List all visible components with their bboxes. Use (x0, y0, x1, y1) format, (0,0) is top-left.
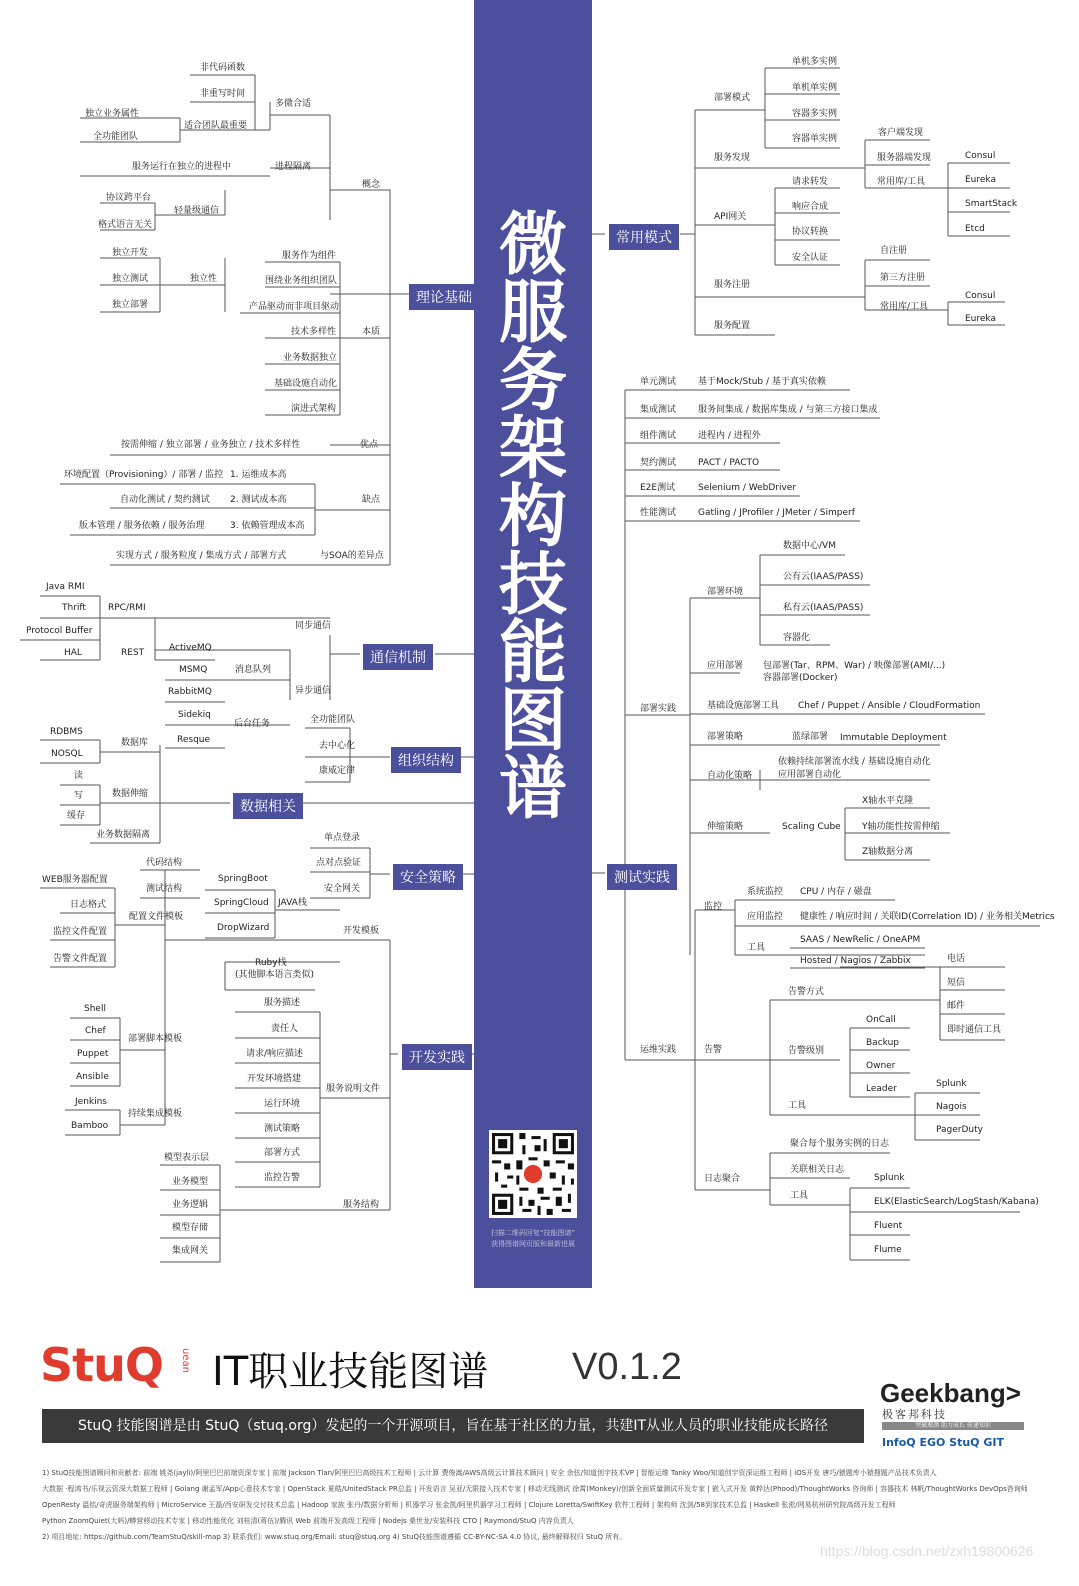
watermark: https://blog.csdn.net/zxh19800626 (820, 1543, 1034, 1559)
branch-dev: 开发实践 (402, 1044, 472, 1070)
footer-banner: StuQ 技能图谱是由 StuQ（stuq.org）发起的一个开源项目，旨在基于社区的力量，共建IT从业人员的职业技能成长路径 (42, 1409, 864, 1443)
node: RPC/RMI (108, 603, 146, 613)
node: 缓存 (67, 811, 86, 821)
node: 本质 (362, 327, 381, 337)
node: 全功能团队 (310, 715, 356, 725)
title-char: 技 (498, 546, 567, 625)
node: Chef (85, 1026, 106, 1036)
node: 部署方式 (264, 1148, 301, 1158)
node: 安全认证 (792, 253, 829, 263)
node: 康威定律 (319, 766, 356, 776)
node: 独立部署 (112, 300, 149, 310)
node: 集成网关 (172, 1246, 209, 1256)
node: 服务结构 (343, 1200, 380, 1210)
node: 关联相关日志 (790, 1165, 845, 1175)
node: 单元测试 (640, 377, 677, 387)
node: 容器单实例 (792, 134, 838, 144)
node: 围绕业务组织团队 (265, 276, 338, 286)
geekbang-logo: Geekbang> (880, 1378, 1021, 1408)
branch-data: 数据相关 (233, 793, 303, 819)
node: 告警 (704, 1045, 723, 1055)
node: 服务间集成 / 数据库集成 / 与第三方接口集成 (698, 405, 878, 415)
node: 模型存储 (172, 1223, 209, 1233)
node: 优点 (360, 440, 379, 450)
node: 业务数据隔离 (96, 830, 151, 840)
node: 开发模板 (343, 926, 380, 936)
node: Z轴数据分离 (862, 847, 914, 857)
node: 服务描述 (264, 998, 301, 1008)
node: API网关 (714, 212, 747, 222)
node: CPU / 内存 / 磁盘 (800, 887, 872, 897)
node: 轻量级通信 (174, 206, 220, 216)
node: 环境配置（Provisioning）/ 部署 / 监控 (64, 470, 224, 480)
node: HAL (64, 648, 82, 658)
node: ELK(ElasticSearch/LogStash/Kabana) (874, 1197, 1039, 1207)
node: 测试结构 (146, 884, 183, 894)
node: JAVA栈 (278, 898, 307, 908)
node: 自注册 (880, 246, 908, 256)
node: SpringCloud (214, 898, 269, 908)
node: 自动化策略 (707, 771, 753, 781)
node: 部署脚本模板 (128, 1034, 183, 1044)
node: 伸缩策略 (707, 822, 744, 832)
node: 组件测试 (640, 431, 677, 441)
node: 安全网关 (324, 884, 361, 894)
node: Resque (177, 735, 211, 745)
node: Selenium / WebDriver (698, 483, 797, 493)
node: 告警文件配置 (53, 954, 108, 964)
geekbang-sub: 极客邦科技 (882, 1408, 947, 1421)
node: Protocol Buffer (26, 626, 93, 636)
node: 业务逻辑 (172, 1200, 209, 1210)
node: 3. 依赖管理成本高 (230, 521, 305, 531)
node: 监控告警 (264, 1173, 301, 1183)
node: 系统监控 (747, 887, 784, 897)
qr-caption-line: 扫描二维码回复“技能图谱” (490, 1229, 576, 1237)
node: 日志格式 (70, 900, 107, 910)
node: 后台任务 (234, 719, 271, 729)
node: 容器化 (783, 633, 811, 643)
node: Splunk (874, 1173, 905, 1183)
node: 服务注册 (714, 280, 751, 290)
node: RabbitMQ (168, 687, 212, 697)
credit-line: Python ZoomQuiet(大妈)/蟒营移动技术专家 | 移动性能优化 刘桂清(蒋伍)/腾讯 Web 前端开发高级工程师 | Nodejs 桑世龙/安装科技 CTO | Raymond/StuQ 内容负责人 (42, 1517, 574, 1525)
node: 请求/响应描述 (246, 1049, 304, 1059)
node: 适合团队最重要 (184, 121, 248, 131)
node: 容器多实例 (792, 109, 838, 119)
branch-org: 组织结构 (391, 747, 461, 773)
qr-code-icon[interactable] (489, 1130, 577, 1218)
node: 短信 (947, 978, 966, 988)
node: 监控 (704, 902, 723, 912)
node: 按需伸缩 / 独立部署 / 业务独立 / 技术多样性 (121, 440, 301, 450)
node: 单点登录 (324, 833, 361, 843)
title-char: 服 (498, 274, 567, 353)
node: 独立性 (190, 274, 218, 284)
node: 工具 (788, 1101, 807, 1111)
node: 演进式架构 (291, 404, 337, 414)
node: Consul (965, 151, 996, 161)
node: 自动化测试 / 契约测试 (120, 495, 210, 505)
node: 独立开发 (112, 248, 149, 258)
footer-title: IT职业技能图谱 (212, 1349, 489, 1395)
node: 服务说明文件 (326, 1084, 381, 1094)
node: 工具 (747, 943, 766, 953)
node: WEB服务器配置 (42, 875, 108, 885)
node: MSMQ (179, 665, 208, 675)
node: 部署策略 (707, 732, 744, 742)
node: 集成测试 (640, 405, 677, 415)
node: 技术多样性 (291, 327, 337, 337)
title-char: 能 (498, 614, 567, 693)
node: 单机单实例 (792, 83, 838, 93)
node: 2. 测试成本高 (230, 495, 287, 505)
node: 1. 运维成本高 (230, 470, 287, 480)
branch-test: 测试实践 (607, 864, 677, 890)
node: 版本管理 / 服务依赖 / 服务治理 (79, 521, 205, 531)
node: 服务配置 (714, 321, 751, 331)
node: Chef / Puppet / Ansible / CloudFormation (798, 701, 981, 711)
node: PACT / PACTO (698, 458, 760, 468)
node: Ruby栈 (255, 958, 287, 968)
node: 运行环境 (264, 1099, 301, 1109)
node: 契约测试 (640, 458, 677, 468)
node: 服务发现 (714, 153, 751, 163)
node: 读 (74, 771, 84, 781)
node: 独立业务属性 (85, 109, 140, 119)
node: X轴水平克隆 (862, 796, 914, 806)
node: 邮件 (947, 1001, 966, 1011)
title-char: 谱 (498, 750, 567, 829)
node: 私有云(IAAS/PASS) (783, 603, 864, 613)
node: 配置文件模板 (129, 912, 184, 922)
node: 包部署(Tar、RPM、War) / 映像部署(AMI/...) (763, 661, 946, 671)
node: 概念 (362, 180, 381, 190)
geekbang-slogan: 突破瓶颈 助力成长 传递知识 (882, 1422, 1024, 1430)
node: SpringBoot (218, 874, 268, 884)
node: 缺点 (362, 495, 381, 505)
node: Java RMI (46, 582, 85, 592)
footer-version: V0.1.2 (572, 1346, 682, 1388)
node: 常用库/工具 (880, 302, 929, 312)
node: Leader (866, 1084, 897, 1094)
node: 持续集成模板 (128, 1109, 183, 1119)
node: Consul (965, 291, 996, 301)
node: Backup (866, 1038, 899, 1048)
node: REST (121, 648, 145, 658)
node: 进程内 / 进程外 (698, 431, 761, 441)
node: 服务运行在独立的进程中 (132, 162, 232, 172)
node: SmartStack (965, 199, 1018, 209)
node: 全功能团队 (93, 132, 139, 142)
node: 健康性 / 响应时间 / 关联ID(Correlation ID) / 业务相关Metrics (800, 912, 1055, 922)
node: 容器部署(Docker) (763, 673, 838, 683)
stuq-logo-sub: uean (180, 1348, 191, 1373)
node: Sidekiq (178, 710, 211, 720)
node: 协议跨平台 (106, 193, 152, 203)
node: Owner (866, 1061, 896, 1071)
node: 数据伸缩 (112, 789, 149, 799)
node: Y轴功能性按需伸缩 (862, 822, 940, 832)
node: Splunk (936, 1079, 967, 1089)
node: Shell (84, 1004, 106, 1014)
node: 点对点验证 (316, 858, 362, 868)
node: 部署模式 (714, 93, 751, 103)
title-char: 图 (498, 682, 567, 761)
node: PagerDuty (936, 1125, 983, 1135)
title-char: 务 (498, 342, 567, 421)
node: 代码结构 (146, 858, 183, 868)
node: SAAS / NewRelic / OneAPM (800, 935, 921, 945)
node: 监控文件配置 (53, 927, 108, 937)
node: 运维实践 (640, 1045, 677, 1055)
node: 责任人 (271, 1024, 299, 1034)
node: 即时通信工具 (947, 1025, 1002, 1035)
title-char: 构 (498, 478, 567, 557)
node: Fluent (874, 1221, 903, 1231)
node: Ansible (76, 1072, 109, 1082)
branch-theory: 理论基础 (409, 284, 479, 310)
node: 应用监控 (747, 912, 784, 922)
node: 依赖持续部署流水线 / 基础设施自动化 (778, 757, 931, 767)
node: 独立测试 (112, 274, 149, 284)
node: 多微合适 (275, 99, 312, 109)
node: 服务作为组件 (282, 251, 337, 261)
node: 协议转换 (792, 227, 829, 237)
node: 第三方注册 (880, 273, 926, 283)
node: 数据库 (121, 738, 149, 748)
node: NOSQL (51, 749, 83, 759)
title-char: 架 (498, 410, 567, 489)
node: 与SOA的差异点 (320, 551, 384, 561)
node: 业务模型 (172, 1177, 209, 1187)
node: 请求转发 (792, 177, 829, 187)
node: Etcd (965, 224, 985, 234)
node: 电话 (947, 954, 966, 964)
node: 日志聚合 (704, 1174, 741, 1184)
partner-logos: InfoQ EGO StuQ GIT (882, 1436, 1004, 1449)
branch-patterns: 常用模式 (609, 224, 679, 250)
node: 同步通信 (295, 621, 332, 631)
node: 产品驱动而非项目驱动 (249, 302, 340, 312)
node: 数据中心/VM (783, 541, 836, 551)
node: 部署实践 (640, 704, 677, 714)
node: Gatling / JProfiler / JMeter / Simperf (698, 508, 855, 518)
node: Nagois (936, 1102, 967, 1112)
title-char: 微 (498, 206, 567, 285)
node: 异步通信 (295, 686, 332, 696)
node: Immutable Deployment (840, 733, 947, 743)
node: 应用部署自动化 (778, 770, 842, 780)
node: Scaling Cube (782, 822, 841, 832)
node: 格式语言无关 (98, 220, 153, 230)
stuq-logo: StuQ (40, 1338, 163, 1392)
node: 客户端发现 (878, 128, 924, 138)
node: (其他脚本语言类似) (235, 970, 315, 980)
node: Thrift (62, 603, 86, 613)
branch-security: 安全策略 (393, 864, 463, 890)
node: 应用部署 (707, 661, 744, 671)
node: Hosted / Nagios / Zabbix (800, 956, 911, 966)
node: 基础设施自动化 (274, 379, 338, 389)
node: 非代码函数 (200, 63, 246, 73)
node: 非重写时间 (200, 89, 246, 99)
node: Eureka (965, 175, 996, 185)
node: OnCall (866, 1015, 896, 1025)
node: Jenkins (75, 1097, 108, 1107)
node: 开发环境搭建 (247, 1074, 302, 1084)
node: 单机多实例 (792, 57, 838, 67)
node: 基础设施部署工具 (707, 701, 780, 711)
node: ActiveMQ (169, 643, 212, 653)
node: 工具 (790, 1191, 809, 1201)
credit-line: 1) StuQ技能图谱顾问和贡献者: 前端 姚尧(jayli)/阿里巴巴前端资深专家 | 前端 Jackson Tian/阿里巴巴高级技术工程师 | 云计算 费俊嵩/AWS高级云计算技术顾问 | 安全 余弦/知道创宇技术VP | 智能运维 Tanky Woo/知道创宇资深运维工程师 | iOS开发 唐巧/猿题库小猿搜题产品技术负责人 (42, 1469, 937, 1477)
qr-caption-line: 获得图谱网页版和最新进展 (491, 1240, 575, 1248)
node: Bamboo (71, 1121, 109, 1131)
node: 模型表示层 (164, 1153, 210, 1163)
node: 服务器端发现 (877, 153, 932, 163)
node: 实现方式 / 服务粒度 / 集成方式 / 部署方式 (116, 551, 287, 561)
node: 蓝绿部署 (792, 732, 829, 742)
node: Eureka (965, 314, 996, 324)
node: 去中心化 (319, 741, 356, 751)
node: 消息队列 (235, 665, 272, 675)
node: 告警方式 (788, 987, 825, 997)
node: E2E测试 (640, 483, 676, 493)
node: RDBMS (50, 727, 83, 737)
credit-line: OpenResty 温铭/奇虎服务端架构师 | MicroService 王磊/西安研发交付技术总监 | Hadoop 家族 张丹/数据分析师 | 机器学习 张金凯/阿里机器学习工程师 | Clojure Loretta/SwiftKey 软件工程师 | 架构师 沈剑/58到家技术总监 | Haskell 张淞/网易杭州研究院高级开发工程师 (42, 1501, 896, 1509)
node: Puppet (77, 1049, 109, 1059)
node: DropWizard (217, 923, 270, 933)
credit-line: 2) 项目地址: https://github.com/TeamStuQ/skill-map 3) 联系我们: www.stuq.org/Email: stuq@stuq.org 4) StuQ技能图谱遵循 CC-BY-NC-SA 4.0 协议, 最终解释权归 StuQ 所有。 (42, 1533, 627, 1541)
node: 响应合成 (792, 202, 829, 212)
node: 性能测试 (640, 508, 677, 518)
node: 部署环境 (707, 587, 744, 597)
node: 基于Mock/Stub / 基于真实依赖 (698, 377, 826, 387)
node: 公有云(IAAS/PASS) (783, 572, 864, 582)
node: 进程隔离 (275, 162, 312, 172)
node: 告警级别 (788, 1046, 825, 1056)
node: 测试策略 (264, 1124, 301, 1134)
node: Flume (874, 1245, 902, 1255)
node: 聚合每个服务实例的日志 (790, 1139, 890, 1149)
node: 常用库/工具 (877, 177, 926, 187)
node: 写 (74, 791, 84, 801)
node: 业务数据独立 (283, 353, 338, 363)
qr-caption (478, 1228, 588, 1250)
branch-comm: 通信机制 (363, 644, 433, 670)
credit-line: 大数据 ·程鸿书/乐视云资深大数据工程师 | Golang 谢孟军/App心意技术专家 | OpenStack 夏皓/UnitedStack PR总监 | 开发语言 吴亚/无限接入技术专家 | 移动无线测试 徐霄(Monkey)/创新全面质量测试开发专家 | 嵌入式开发 黄粹达(Phood)/ThoughtWorks 咨询师 | 容器技术 林帆/ThoughtWorks DevOps咨询师 (42, 1485, 1028, 1493)
